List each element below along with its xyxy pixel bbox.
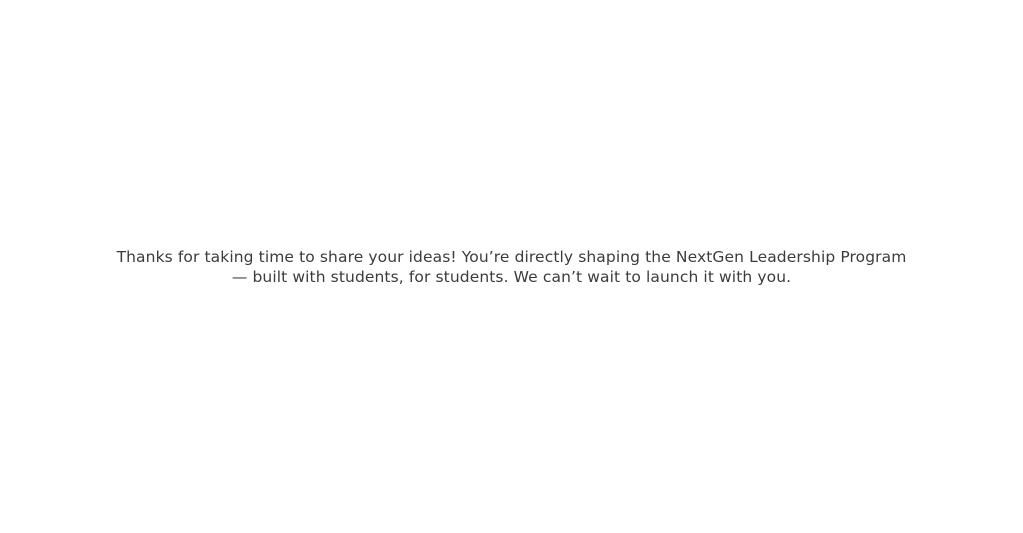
confirmation-message-text: Thanks for taking time to share your ideas! You’re directly shaping the NextGen Leadership Program — built with students, for students. We can’t wait to launch it with you. bbox=[116, 247, 907, 286]
